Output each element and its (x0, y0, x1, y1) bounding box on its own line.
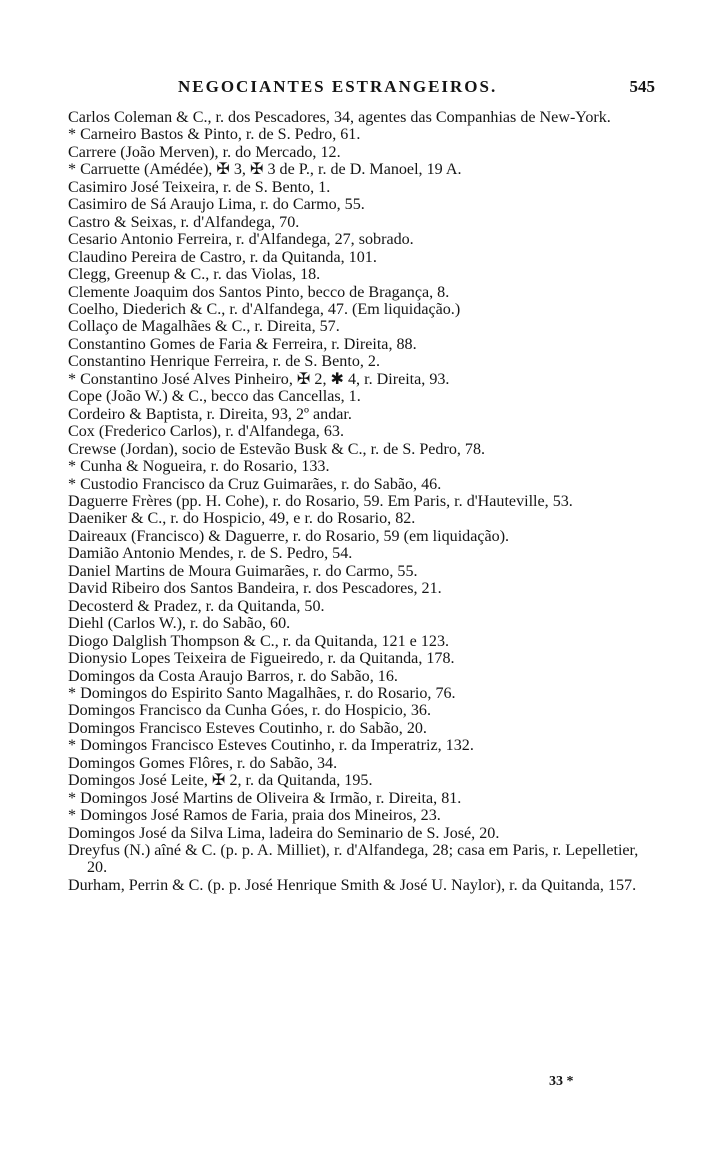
directory-entry: * Domingos José Martins de Oliveira & Irmão, r. Direita, 81. (68, 789, 462, 807)
page-header (70, 77, 655, 103)
directory-entry: Daireaux (Francisco) & Daguerre, r. do Rosario, 59 (em liquidação). (68, 527, 510, 545)
directory-entry: Diogo Dalglish Thompson & C., r. da Quitanda, 121 e 123. (68, 632, 450, 650)
directory-entry: Dionysio Lopes Teixeira de Figueiredo, r. da Quitanda, 178. (68, 650, 455, 668)
directory-entry: Cesario Antonio Ferreira, r. d'Alfandega, 27, sobrado. (68, 231, 414, 249)
directory-entry: * Domingos José Ramos de Faria, praia dos Mineiros, 23. (68, 807, 441, 825)
directory-entry: * Custodio Francisco da Cruz Guimarães, r. do Sabão, 46. (68, 475, 442, 493)
directory-entry: * Cunha & Nogueira, r. do Rosario, 133. (68, 458, 330, 476)
directory-entry: Carrere (João Merven), r. do Mercado, 12. (68, 143, 341, 161)
directory-entry: Domingos Francisco Esteves Coutinho, r. do Sabão, 20. (68, 719, 427, 737)
directory-entry: Daguerre Frères (pp. H. Cohe), r. do Rosario, 59. Em Paris, r. d'Hauteville, 53. (68, 492, 573, 510)
directory-entry: Constantino Henrique Ferreira, r. de S. Bento, 2. (68, 353, 380, 371)
directory-entry: Castro & Seixas, r. d'Alfandega, 70. (68, 213, 300, 231)
directory-entry: * Domingos do Espirito Santo Magalhães, r. do Rosario, 76. (68, 684, 456, 702)
section-title: NEGOCIANTES ESTRANGEIROS. (178, 77, 498, 96)
directory-entry: Clemente Joaquim dos Santos Pinto, becco de Bragança, 8. (68, 283, 450, 301)
directory-entry: * Carruette (Amédée), ✠ 3, ✠ 3 de P., r. de D. Manoel, 19 A. (68, 161, 462, 179)
directory-entry: Clegg, Greenup & C., r. das Violas, 18. (68, 266, 321, 284)
directory-entry: Cope (João W.) & C., becco das Cancellas, 1. (68, 388, 361, 406)
directory-entry: Dreyfus (N.) aîné & C. (p. p. A. Milliet), r. d'Alfandega, 28; casa em Paris, r. Lepelletier, 20. (68, 842, 639, 877)
directory-entry: Diehl (Carlos W.), r. do Sabão, 60. (68, 615, 291, 633)
directory-entry: Domingos José da Silva Lima, ladeira do Seminario de S. José, 20. (68, 824, 500, 842)
directory-entry: Cox (Frederico Carlos), r. d'Alfandega, 63. (68, 423, 344, 441)
directory-entry: Casimiro José Teixeira, r. de S. Bento, 1. (68, 178, 331, 196)
signature-mark: 33 * (549, 1074, 574, 1089)
directory-entry: Daniel Martins de Moura Guimarães, r. do Carmo, 55. (68, 562, 418, 580)
directory-entry: Durham, Perrin & C. (p. p. José Henrique Smith & José U. Naylor), r. da Quitanda, 157. (68, 876, 637, 894)
directory-entry: Daeniker & C., r. do Hospicio, 49, e r. do Rosario, 82. (68, 510, 416, 528)
directory-entry: Decosterd & Pradez, r. da Quitanda, 50. (68, 597, 325, 615)
directory-entry: Casimiro de Sá Araujo Lima, r. do Carmo, 55. (68, 196, 365, 214)
directory-entry: Collaço de Magalhães & C., r. Direita, 57. (68, 318, 340, 336)
directory-entry: Constantino Gomes de Faria & Ferreira, r. Direita, 88. (68, 335, 417, 353)
directory-entry: * Domingos Francisco Esteves Coutinho, r. da Imperatriz, 132. (68, 737, 474, 755)
directory-entry: Claudino Pereira de Castro, r. da Quitanda, 101. (68, 248, 377, 266)
directory-entry: David Ribeiro dos Santos Bandeira, r. dos Pescadores, 21. (68, 580, 442, 598)
directory-entry: Domingos Francisco da Cunha Góes, r. do Hospicio, 36. (68, 702, 431, 720)
directory-entry: Domingos José Leite, ✠ 2, r. da Quitanda, 195. (68, 772, 373, 790)
directory-entry: * Constantino José Alves Pinheiro, ✠ 2, ✱ 4, r. Direita, 93. (68, 370, 450, 388)
directory-entry: * Carneiro Bastos & Pinto, r. de S. Pedro, 61. (68, 126, 361, 144)
directory-entry: Coelho, Diederich & C., r. d'Alfandega, 47. (Em liquidação.) (68, 300, 461, 318)
directory-entry: Cordeiro & Baptista, r. Direita, 93, 2º andar. (68, 405, 352, 423)
page-number: 545 (629, 77, 655, 96)
directory-entry: Domingos Gomes Flôres, r. do Sabão, 34. (68, 754, 338, 772)
directory-entry: Domingos da Costa Araujo Barros, r. do Sabão, 16. (68, 667, 398, 685)
directory-entry: Damião Antonio Mendes, r. de S. Pedro, 54. (68, 545, 353, 563)
directory-entry: Carlos Coleman & C., r. dos Pescadores, 34, agentes das Companhias de New-York. (68, 109, 611, 126)
entry-list (68, 109, 650, 894)
directory-entry: Crewse (Jordan), socio de Estevão Busk & C., r. de S. Pedro, 78. (68, 440, 486, 458)
